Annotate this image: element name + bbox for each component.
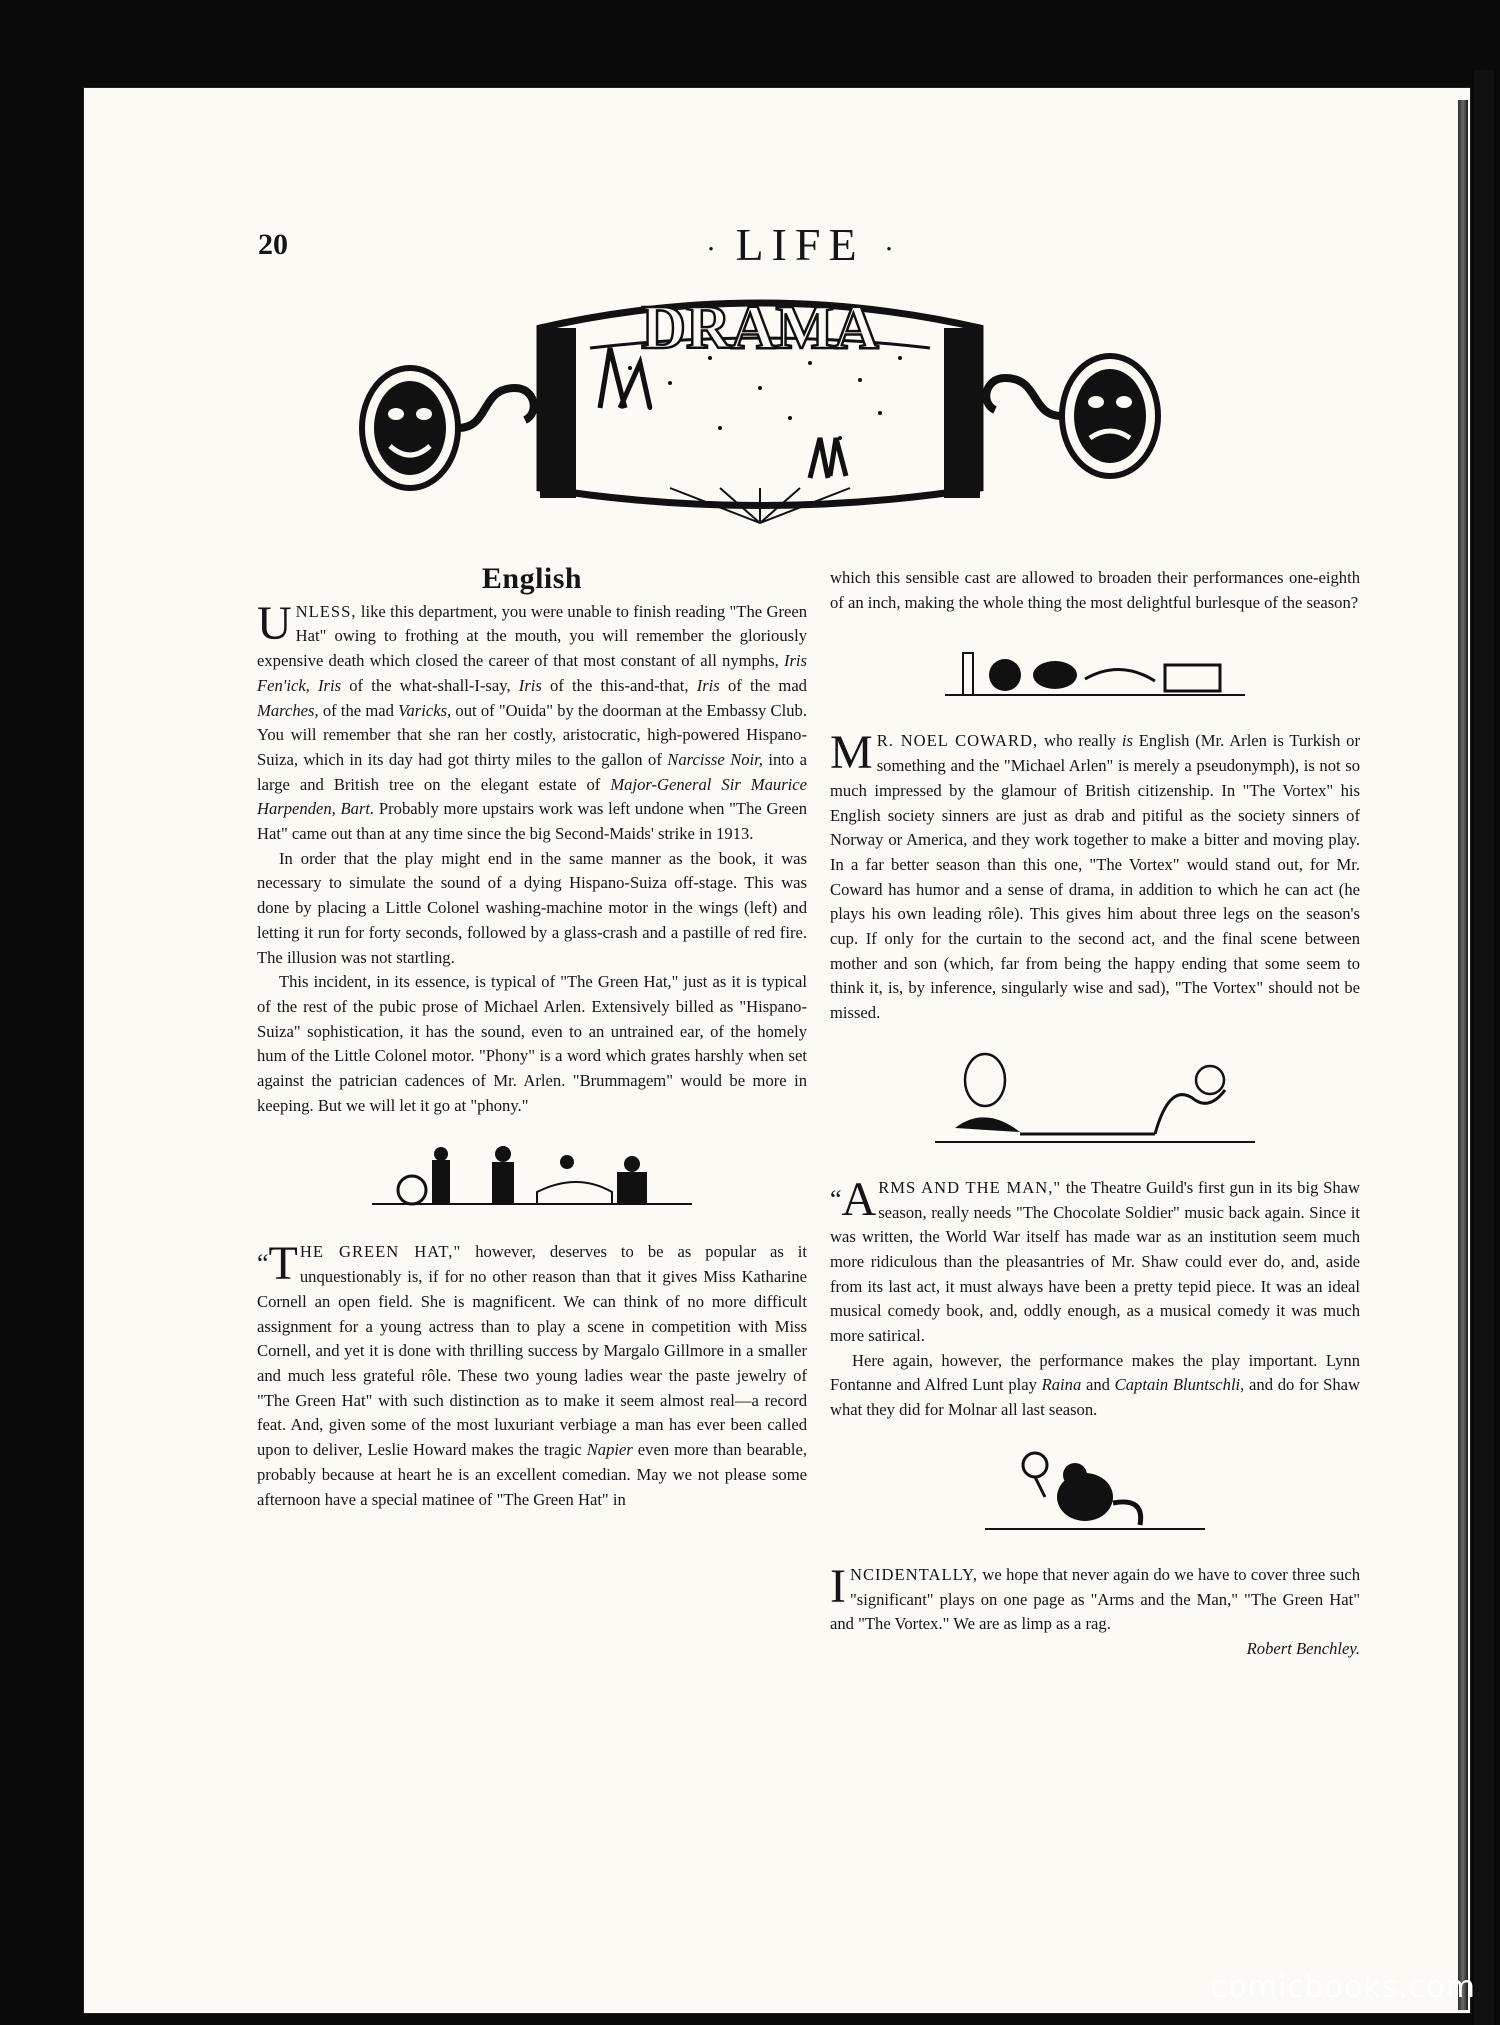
opening-quote: “ — [257, 1249, 269, 1279]
vignette-characters-illustration — [362, 1142, 702, 1214]
text-span: of the this-and-that, — [541, 675, 697, 695]
paragraph-performance — [830, 1349, 1360, 1423]
drop-cap-u: U — [257, 596, 292, 650]
paragraph-typical-prose: This incident, in its essence, is typical of "The Green Hat," just as it is typical of the rest of the pubic prose of Michael Arlen. Extensively billed as "Hispano-Suiza" sophistication, it has the sound, even to an untrained ear, of the homely hum of the Little Colonel motor. "Phony" is a word which grates harshly when set against the patrician cadences of Mr. Arlen. "Brummagem" would be more in keeping. But we will let it go at "phony." — [257, 972, 807, 1115]
drop-cap-letter: T — [268, 1237, 298, 1291]
text-span: Probably more upstairs work was left undone when "The Green Hat" came out than at any time since the big Second-Maids' strike in 1913. — [257, 799, 807, 844]
paragraph-green-hat — [257, 1237, 807, 1512]
text-span: English (Mr. Arlen is Turkish or something and the "Michael Arlen" is merely a pseudonymph), is not so much impressed by the glamour of British citizenship. In "The Vortex" his English society sinners are just as drab and pitiful as the society sinners of Norway or America, and they work together to make a bitter and moving play. In a far better season than this one, "The Vortex" would stand out, for Mr. Coward has humor and a sense of drama, in addition to which he can act (he plays his own leading rôle). This gives him about three legs on the season's cup. If only for the curtain to the second act, and the final scene between mother and son (which, far from being the happy ending that some seem to think it, is, by inference, singularly wise and sad), "The Vortex" should not be missed. — [830, 731, 1360, 1023]
drop-cap-a — [830, 1172, 877, 1226]
italic-name: Napier — [586, 1440, 633, 1460]
paragraph-unless — [257, 596, 807, 847]
masthead-title: LIFE — [735, 219, 865, 270]
text-span: we hope that never again do we have to cover three such "significant" plays on one page as "Arms and the Man," "The Green Hat" and "The Vortex." We are as limp as a rag. — [830, 1564, 1360, 1634]
masthead — [560, 218, 1040, 271]
text-span: of the mad — [318, 700, 399, 720]
text-span: into a large and British tree on the elegant estate of — [257, 749, 807, 794]
text-span: who really — [1038, 731, 1122, 751]
banner-title: DRAMA — [641, 294, 879, 362]
italic-name: Iris Fen'ick, Iris — [257, 651, 807, 695]
vignette-monkey-skull-illustration — [975, 1447, 1215, 1537]
text-span: Here again, however, the performance makes the play important. Lynn Fontanne and Alfred Lunt play — [830, 1350, 1360, 1395]
italic-name: Narcisse Noir, — [667, 749, 763, 769]
vignette-mice-illustration — [935, 639, 1255, 703]
article-column-right — [830, 566, 1360, 1662]
lead-incidentally: NCIDENTALLY, — [849, 1564, 979, 1584]
drama-banner-illustration — [340, 288, 1180, 543]
vignette-bow-illustration — [925, 1050, 1265, 1150]
italic-name: Raina — [1041, 1375, 1082, 1395]
text-span: and — [1081, 1375, 1115, 1395]
italic-name: Captain Bluntschli, — [1114, 1375, 1245, 1395]
text-span: out of "Ouida" by the doorman at the Embassy Club. You will remember that she ran her costly, aristocratic, high-powered Hispano-Suiza, which in its day had got thirty miles to the gallon of — [257, 700, 807, 769]
lead-noel-coward: R. NOEL COWARD, — [876, 731, 1039, 751]
paragraph-noel-coward — [830, 726, 1360, 1025]
text-span: and do for Shaw what they did for Molnar all last season. — [830, 1375, 1360, 1420]
signature-line — [830, 1637, 1360, 1662]
binding-edge — [1474, 70, 1494, 2025]
drop-cap-t — [257, 1237, 298, 1291]
lead-unless: NLESS, — [295, 601, 357, 621]
page-edge — [1458, 100, 1468, 2010]
italic-name: Marches, — [257, 700, 319, 720]
drop-cap-m: M — [830, 726, 873, 780]
comedy-mask-left — [362, 368, 534, 488]
text-span: of the mad — [719, 675, 807, 695]
page-number: 20 — [258, 228, 288, 261]
masthead-dot-right: · — [884, 232, 895, 266]
lead-green-hat: HE GREEN HAT," — [299, 1242, 462, 1262]
italic-word: is — [1121, 731, 1133, 751]
italic-name: Iris — [696, 675, 720, 695]
text-span: however, deserves to be as popular as it unquestionably is, if for no other reason than that it gives Miss Katharine Cornell an open field. She is magnificent. We can think of no more difficult assignment for a young actress than to play a scene in competition with Miss Cornell, and yet it is done with thrilling success by Margalo Gillmore in a smaller and much less grateful rôle. These two young ladies wear the paste jewelry of "The Green Hat" with such distinction as to make it seem almost real—a record feat. And, given some of the most luxuriant verbiage a man has ever been called upon to deliver, Leslie Howard makes the tragic — [257, 1242, 807, 1460]
paragraph-simulate-sound: In order that the play might end in the same manner as the book, it was necessary to simulate the sound of a dying Hispano-Suiza off-stage. This was done by placing a Little Colonel washing-machine motor in the wings (left) and letting it run for forty seconds, followed by a glass-crash and a pastille of red fire. The illusion was not startling. — [257, 848, 807, 967]
opening-quote: “ — [830, 1184, 842, 1214]
paragraph-continued: which this sensible cast are allowed to broaden their performances one-eighth of an inch, making the whole thing the most delightful burlesque of the season? — [830, 568, 1360, 612]
author-byline: Robert Benchley. — [1246, 1638, 1360, 1658]
masthead-dot-left: · — [705, 232, 716, 266]
lead-arms-and-the-man: RMS AND THE MAN," — [878, 1177, 1062, 1197]
italic-name: Major-General Sir Maurice Harpenden, Bart. — [257, 774, 807, 819]
article-headline: English — [481, 562, 583, 595]
drop-cap-letter: A — [841, 1172, 877, 1226]
watermark: comicbooks.com — [1210, 1970, 1476, 2005]
italic-name: Iris — [518, 675, 542, 695]
text-span: the Theatre Guild's first gun in its big Shaw season, really needs "The Chocolate Soldier" music back again. Since it was written, the World War itself has made war as an institution seem much more ridiculous than the pleasantries of Mr. Shaw could ever do, and, aside from its last act, it must always have been a pretty tepid piece. It was an ideal musical comedy book, and, oddly enough, as a musical comedy it was much more satirical. — [830, 1177, 1360, 1346]
tragedy-mask-right — [986, 356, 1158, 476]
paragraph-arms-and-the-man — [830, 1172, 1360, 1349]
paragraph-incidentally — [830, 1559, 1360, 1637]
article-column-left — [257, 562, 807, 1512]
drop-cap-i: I — [830, 1559, 846, 1613]
text-span: of the what-shall-I-say, — [341, 675, 519, 695]
text-span: like this department, you were unable to finish reading "The Green Hat" owing to frothing at the mouth, you will remember the gloriously expensive death which closed the career of that most constant of all nymphs, — [257, 601, 807, 671]
text-span: even more than bearable, probably because at heart he is an excellent comedian. May we not please some afternoon have a special matinee of "The Green Hat" in — [257, 1440, 807, 1509]
italic-name: Varicks, — [398, 700, 452, 720]
